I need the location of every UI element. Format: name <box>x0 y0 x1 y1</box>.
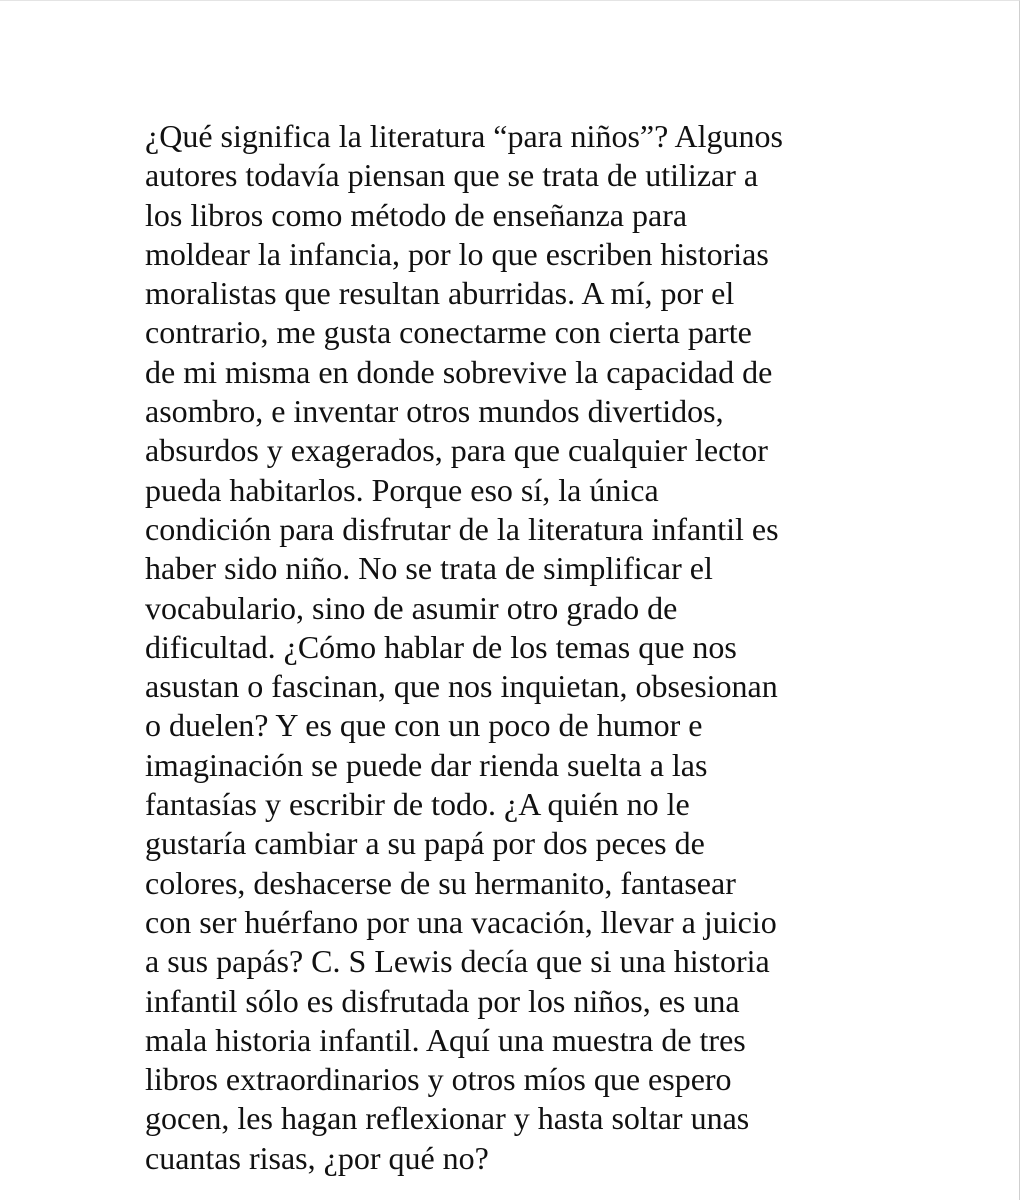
paragraph-line: infantil sólo es disfrutada por los niños, es una <box>145 982 740 1019</box>
body-paragraph <box>145 117 1005 1178</box>
paragraph-line: haber sido niño. No se trata de simplificar el <box>145 550 713 587</box>
paragraph-line: los libros como método de enseñanza para <box>145 196 688 233</box>
paragraph-line: vocabulario, sino de asumir otro grado de <box>145 589 678 626</box>
paragraph-line: contrario, me gusta conectarme con cierta parte <box>145 314 752 351</box>
paragraph-line: absurdos y exagerados, para que cualquier lector <box>145 432 768 469</box>
paragraph-line: o duelen? Y es que con un poco de humor e <box>145 707 703 744</box>
paragraph-line: gustaría cambiar a su papá por dos peces de <box>145 825 705 862</box>
paragraph-line: asustan o fascinan, que nos inquietan, obsesionan <box>145 668 778 705</box>
paragraph-line: con ser huérfano por una vacación, llevar a juicio <box>145 903 777 940</box>
paragraph-line: a sus papás? C. S Lewis decía que si una historia <box>145 943 770 980</box>
paragraph-line: moldear la infancia, por lo que escriben historias <box>145 235 769 272</box>
paragraph-line: mala historia infantil. Aquí una muestra de tres <box>145 1021 746 1058</box>
paragraph-line: colores, deshacerse de su hermanito, fantasear <box>145 864 736 901</box>
paragraph-line: condición para disfrutar de la literatura infantil es <box>145 510 779 547</box>
paragraph-line: de mi misma en donde sobrevive la capacidad de <box>145 353 773 390</box>
paragraph-line: imaginación se puede dar rienda suelta a las <box>145 746 708 783</box>
paragraph-line: asombro, e inventar otros mundos divertidos, <box>145 393 724 430</box>
paragraph-line: gocen, les hagan reflexionar y hasta soltar unas <box>145 1100 750 1137</box>
paragraph-line: fantasías y escribir de todo. ¿A quién no le <box>145 786 690 823</box>
paragraph-line: moralistas que resultan aburridas. A mí, por el <box>145 275 735 312</box>
paragraph-line: cuantas risas, ¿por qué no? <box>145 1139 489 1176</box>
paragraph-line: pueda habitarlos. Porque eso sí, la única <box>145 471 659 508</box>
paragraph-line: libros extraordinarios y otros míos que espero <box>145 1061 732 1098</box>
paragraph-line: dificultad. ¿Cómo hablar de los temas que nos <box>145 628 737 665</box>
paragraph-line: autores todavía piensan que se trata de utilizar a <box>145 157 759 194</box>
paragraph-line: ¿Qué significa la literatura “para niños”? Algunos <box>145 118 783 154</box>
